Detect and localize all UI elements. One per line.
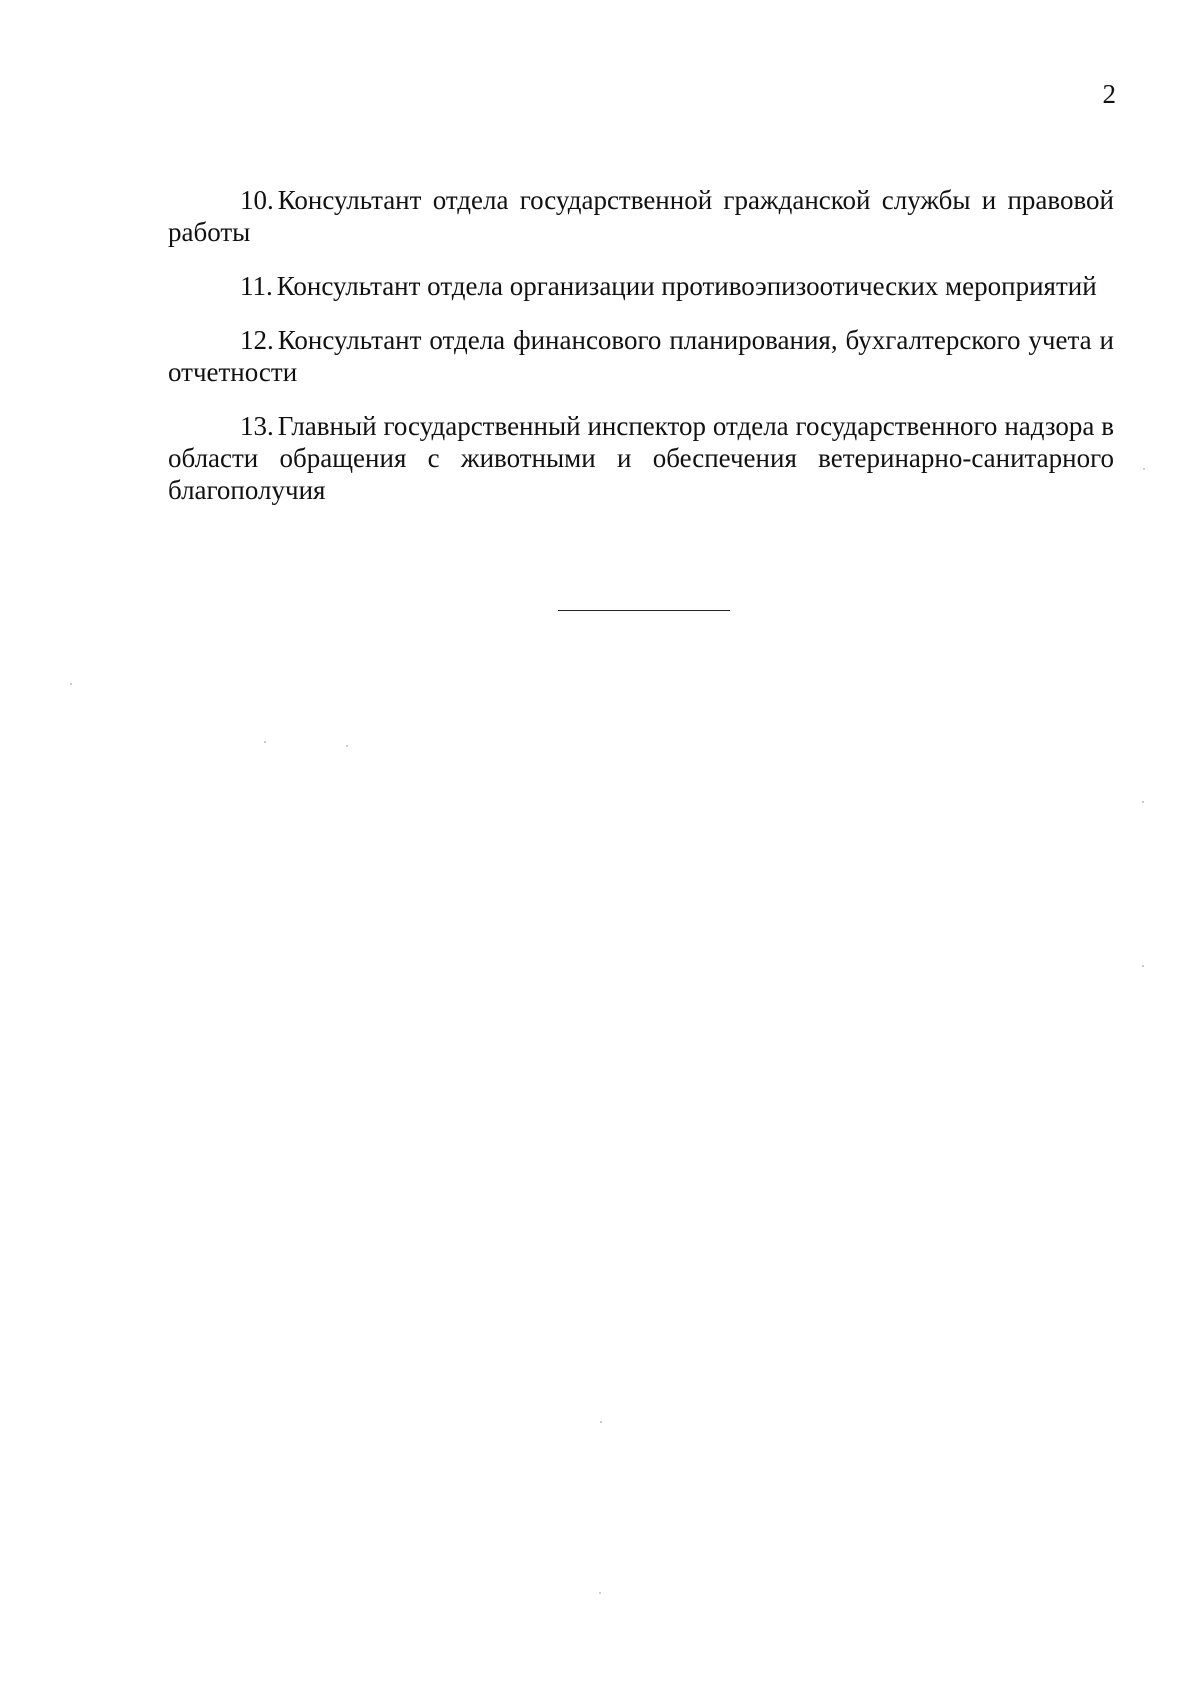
end-divider-line: [558, 610, 730, 611]
list-item: [168, 410, 1114, 506]
list-item: [168, 324, 1114, 388]
scan-speck: [346, 745, 348, 747]
scan-speck: [600, 1421, 602, 1423]
list-item: [168, 270, 1114, 302]
list-item: [168, 184, 1114, 248]
positions-list: [168, 184, 1114, 528]
page-number: 2: [1102, 79, 1116, 109]
scan-speck: [599, 1592, 601, 1594]
list-item-number: 11.: [240, 271, 273, 301]
scan-speck: [1143, 468, 1145, 470]
list-item-text: Консультант отдела государственной гражданской службы и правовой работы: [168, 185, 1114, 247]
list-item-number: 12.: [240, 325, 274, 355]
list-item-text: Консультант отдела финансового планирования, бухгалтерского учета и отчетности: [168, 325, 1114, 387]
list-item-number: 13.: [240, 411, 274, 441]
scan-speck: [1142, 801, 1144, 803]
list-item-text: Главный государственный инспектор отдела государственного надзора в области обращения с животными и обеспечения ветеринарно-санитарного благополучия: [168, 411, 1114, 505]
scan-speck: [70, 683, 72, 685]
scan-speck: [1142, 965, 1144, 967]
list-item-number: 10.: [240, 185, 274, 215]
list-item-text: Консультант отдела организации противоэпизоотических мероприятий: [276, 271, 1097, 301]
scan-speck: [264, 741, 266, 743]
